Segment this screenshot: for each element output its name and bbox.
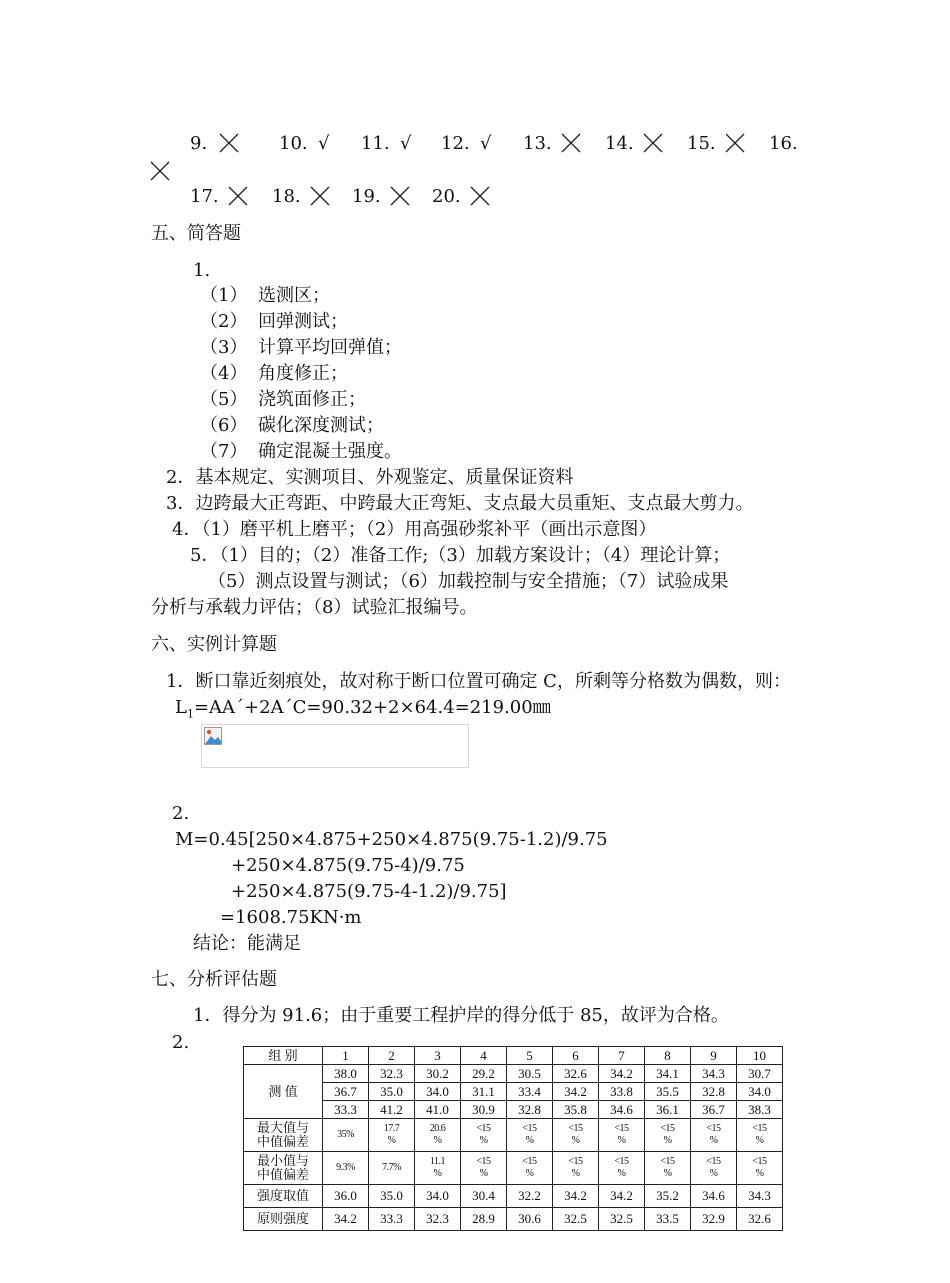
- formula-body: =AA´+2A´C=90.32+2×64.4=219.00㎜: [193, 697, 551, 718]
- table-cell: 33.3: [323, 1101, 369, 1119]
- column-header: 3: [415, 1047, 461, 1065]
- table-cell: <15 %: [599, 1119, 645, 1152]
- table-cell: 30.2: [415, 1065, 461, 1083]
- table-cell: 9.3%: [323, 1152, 369, 1185]
- table-cell: <15 %: [507, 1152, 553, 1185]
- table-cell: 36.0: [323, 1185, 369, 1208]
- judge-number: 10.: [279, 133, 308, 154]
- step-text: 确定混凝土强度。: [258, 441, 402, 462]
- s5-q5b: （5）测点设置与测试；（6）加载控制与安全措施；（7）试验成果: [208, 571, 729, 592]
- cross-icon: [642, 132, 664, 154]
- table-cell: 32.9: [691, 1208, 737, 1231]
- judge-number: 13.: [523, 133, 552, 154]
- table-cell: 17.7 %: [369, 1119, 415, 1152]
- table-row: [244, 1065, 783, 1083]
- table-cell: 35.8: [553, 1101, 599, 1119]
- step-number: （2）: [200, 311, 248, 332]
- table-cell: <15 %: [553, 1152, 599, 1185]
- table-cell: 34.2: [553, 1083, 599, 1101]
- strength-table: [243, 1046, 783, 1231]
- judge-number: 17.: [190, 186, 219, 207]
- step-number: （3）: [200, 337, 248, 358]
- table-cell: 32.5: [553, 1208, 599, 1231]
- judge-row-1-wrap: [149, 160, 177, 185]
- table-cell: 35.0: [369, 1185, 415, 1208]
- table-cell: 34.0: [415, 1185, 461, 1208]
- s7-q1: 1．得分为 91.6；由于重要工程护岸的得分低于 85，故评为合格。: [193, 1005, 729, 1026]
- s5-q1-num: 1.: [193, 260, 211, 281]
- table-cell: 34.2: [323, 1208, 369, 1231]
- table-cell: 36.1: [645, 1101, 691, 1119]
- table-cell: 35%: [323, 1119, 369, 1152]
- column-header: 6: [553, 1047, 599, 1065]
- check-mark: √: [318, 133, 330, 154]
- table-cell: 33.3: [369, 1208, 415, 1231]
- step-number: （1）: [200, 285, 248, 306]
- table-cell: 31.1: [461, 1083, 507, 1101]
- table-cell: <15 %: [691, 1119, 737, 1152]
- judge-number: 18.: [272, 186, 301, 207]
- s6-q2-num: 2.: [172, 803, 190, 824]
- table-row: [244, 1119, 783, 1152]
- formula-l: L: [175, 697, 187, 718]
- table-row: [244, 1083, 783, 1101]
- judge-number: 16.: [769, 133, 798, 154]
- cross-mark: [465, 185, 497, 210]
- judge-number: 19.: [352, 186, 381, 207]
- s6-conclusion: 结论：能满足: [193, 933, 301, 954]
- table-cell: <15 %: [691, 1152, 737, 1185]
- table-cell: <15 %: [645, 1119, 691, 1152]
- s5-q5c: 分析与承载力评估；（8）试验汇报编号。: [151, 597, 478, 618]
- table-cell: 34.3: [737, 1185, 783, 1208]
- cross-mark: [385, 185, 417, 210]
- table-cell: 38.3: [737, 1101, 783, 1119]
- step-text: 选测区；: [258, 285, 330, 306]
- table-cell: 30.4: [461, 1185, 507, 1208]
- step-number: （4）: [200, 363, 248, 384]
- cross-icon: [149, 160, 171, 182]
- table-cell: 34.6: [599, 1101, 645, 1119]
- table-row: [244, 1208, 783, 1231]
- table-cell: 29.2: [461, 1065, 507, 1083]
- table-row: [244, 1101, 783, 1119]
- s6-q1: 1．断口靠近刻痕处，故对称于断口位置可确定 C，所剩等分格数为偶数，则：: [166, 671, 791, 692]
- cross-icon: [227, 185, 249, 207]
- table-cell: 34.1: [645, 1065, 691, 1083]
- judge-number: 15.: [687, 133, 716, 154]
- table-cell: 33.5: [645, 1208, 691, 1231]
- table-row: [244, 1185, 783, 1208]
- step-number: （5）: [200, 389, 248, 410]
- table-cell: 35.0: [369, 1083, 415, 1101]
- step-item: [200, 284, 330, 308]
- table-cell: 30.6: [507, 1208, 553, 1231]
- table-cell: 34.2: [553, 1185, 599, 1208]
- table-cell: 32.6: [737, 1208, 783, 1231]
- broken-image-icon: [204, 727, 222, 745]
- table-cell: 34.0: [415, 1083, 461, 1101]
- section-7-title: 七、分析评估题: [151, 969, 277, 990]
- formula-sub: 1: [186, 707, 194, 721]
- table-cell: 35.5: [645, 1083, 691, 1101]
- table-cell: <15 %: [645, 1152, 691, 1185]
- cross-mark: [720, 132, 752, 157]
- step-item: [200, 362, 348, 386]
- column-header: 7: [599, 1047, 645, 1065]
- table-cell: <15 %: [507, 1119, 553, 1152]
- s6-m1: M=0.45[250×4.875+250×4.875(9.75-1.2)/9.75: [175, 829, 608, 850]
- step-number: （6）: [200, 415, 248, 436]
- step-item: [200, 310, 348, 334]
- step-number: （7）: [200, 441, 248, 462]
- judge-number: 11.: [361, 133, 390, 154]
- table-cell: <15 %: [599, 1152, 645, 1185]
- table-cell: <15 %: [737, 1119, 783, 1152]
- s5-q4: 4．（1）磨平机上磨平；（2）用高强砂浆补平（画出示意图）: [172, 519, 657, 540]
- table-row: [244, 1152, 783, 1185]
- step-text: 回弹测试；: [258, 311, 348, 332]
- s6-m4: =1608.75KN·m: [220, 907, 362, 928]
- row-label: 组 别: [244, 1047, 323, 1065]
- table-cell: <15 %: [461, 1119, 507, 1152]
- table-cell: 32.3: [415, 1208, 461, 1231]
- table-cell: 32.6: [553, 1065, 599, 1083]
- s5-q3: 3．边跨最大正弯距、中跨最大正弯矩、支点最大员重矩、支点最大剪力。: [166, 493, 754, 514]
- table-cell: 30.9: [461, 1101, 507, 1119]
- s5-q2: 2．基本规定、实测项目、外观鉴定、质量保证资料: [166, 467, 574, 488]
- table-cell: <15 %: [737, 1152, 783, 1185]
- step-text: 浇筑面修正；: [258, 389, 366, 410]
- row-label: 最小值与 中值偏差: [244, 1152, 323, 1185]
- image-placeholder: [201, 724, 469, 768]
- s5-q5a: 5．（1）目的；（2）准备工作;（3）加载方案设计；（4）理论计算；: [190, 545, 731, 566]
- table-cell: 11.1 %: [415, 1152, 461, 1185]
- table-cell: 34.3: [691, 1065, 737, 1083]
- column-header: 4: [461, 1047, 507, 1065]
- table-cell: 36.7: [323, 1083, 369, 1101]
- s6-m3: +250×4.875(9.75-4-1.2)/9.75]: [231, 881, 507, 902]
- section-5-title: 五、简答题: [151, 223, 241, 244]
- table-cell: 32.5: [599, 1208, 645, 1231]
- row-label: 测 值: [244, 1065, 323, 1119]
- table-cell: 32.2: [507, 1185, 553, 1208]
- judge-number: 20.: [432, 186, 461, 207]
- judge-number: 12.: [441, 133, 470, 154]
- table-cell: 34.2: [599, 1185, 645, 1208]
- column-header: 9: [691, 1047, 737, 1065]
- cross-mark: [214, 132, 246, 157]
- table-cell: <15 %: [553, 1119, 599, 1152]
- cross-mark: [223, 185, 255, 210]
- s6-formula: [175, 696, 551, 727]
- cross-mark: [556, 132, 588, 157]
- table-cell: 30.7: [737, 1065, 783, 1083]
- column-header: 1: [323, 1047, 369, 1065]
- table-cell: 34.2: [599, 1065, 645, 1083]
- cross-mark: [305, 185, 337, 210]
- check-mark: √: [480, 133, 492, 154]
- table-cell: <15 %: [461, 1152, 507, 1185]
- table-cell: 34.6: [691, 1185, 737, 1208]
- step-item: [200, 414, 384, 438]
- judge-number: 9.: [190, 133, 208, 154]
- cross-icon: [389, 185, 411, 207]
- row-label: 最大值与 中值偏差: [244, 1119, 323, 1152]
- cross-mark: [638, 132, 670, 157]
- table-cell: 36.7: [691, 1101, 737, 1119]
- column-header: 8: [645, 1047, 691, 1065]
- table-cell: 38.0: [323, 1065, 369, 1083]
- table-cell: 32.8: [691, 1083, 737, 1101]
- column-header: 5: [507, 1047, 553, 1065]
- cross-icon: [309, 185, 331, 207]
- step-item: [200, 440, 402, 464]
- table-cell: 41.2: [369, 1101, 415, 1119]
- table-cell: 28.9: [461, 1208, 507, 1231]
- table-cell: 32.8: [507, 1101, 553, 1119]
- table-cell: 35.2: [645, 1185, 691, 1208]
- column-header: 10: [737, 1047, 783, 1065]
- judge-number: 14.: [605, 133, 634, 154]
- table-cell: 30.5: [507, 1065, 553, 1083]
- section-6-title: 六、实例计算题: [151, 634, 277, 655]
- table-cell: 33.8: [599, 1083, 645, 1101]
- row-label: 原则强度: [244, 1208, 323, 1231]
- table-cell: 41.0: [415, 1101, 461, 1119]
- cross-icon: [560, 132, 582, 154]
- column-header: 2: [369, 1047, 415, 1065]
- s7-q2-num: 2.: [172, 1032, 190, 1053]
- step-item: [200, 388, 366, 412]
- table-header-row: [244, 1047, 783, 1065]
- table-cell: 33.4: [507, 1083, 553, 1101]
- table-cell: 20.6 %: [415, 1119, 461, 1152]
- table-cell: 32.3: [369, 1065, 415, 1083]
- check-mark: √: [400, 133, 412, 154]
- cross-icon: [469, 185, 491, 207]
- step-item: [200, 336, 402, 360]
- table-cell: 34.0: [737, 1083, 783, 1101]
- table-cell: 7.7%: [369, 1152, 415, 1185]
- step-text: 角度修正；: [258, 363, 348, 384]
- cross-icon: [724, 132, 746, 154]
- step-text: 计算平均回弹值；: [258, 337, 402, 358]
- step-text: 碳化深度测试；: [258, 415, 384, 436]
- cross-icon: [218, 132, 240, 154]
- s6-m2: +250×4.875(9.75-4)/9.75: [231, 855, 465, 876]
- row-label: 强度取值: [244, 1185, 323, 1208]
